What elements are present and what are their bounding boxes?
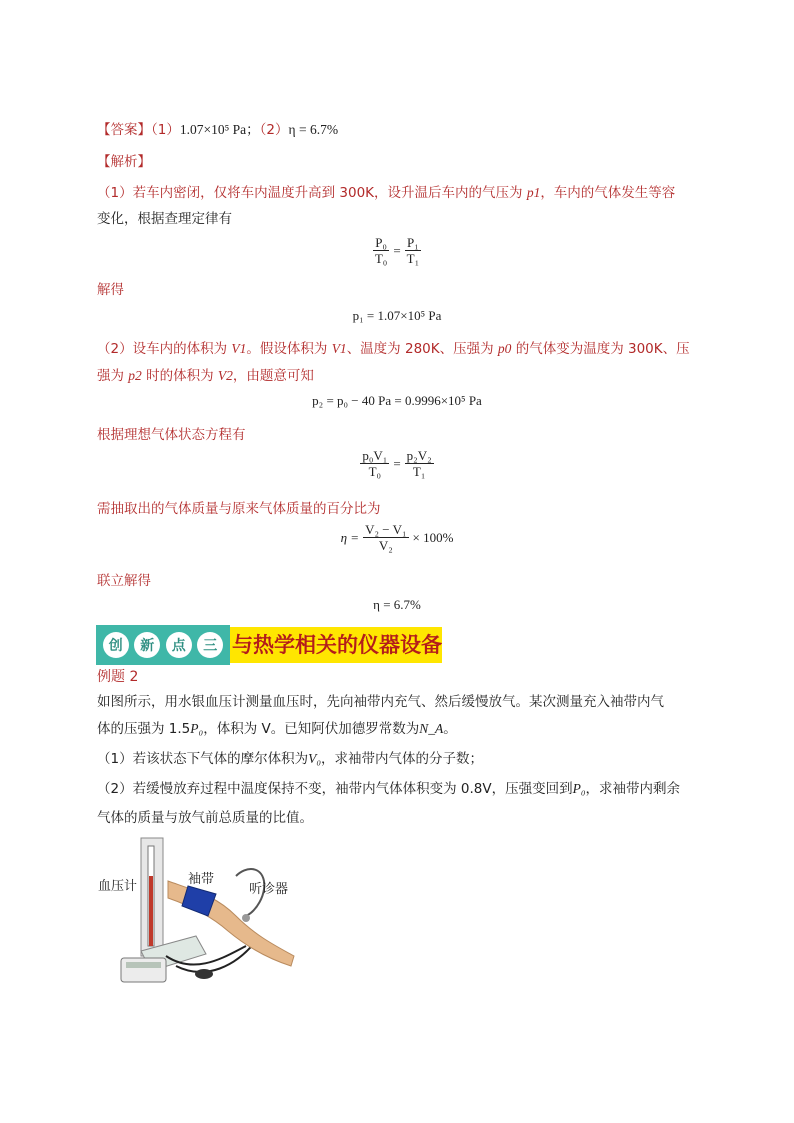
- equation-charles-law: $\frac{\text{P₀}}{\text{T₀}}$ = $\frac{\text{P₁}}{\text{T₁}}$: [374, 235, 420, 266]
- answer-tag: 【答案】: [97, 122, 151, 138]
- banner-icons: [96, 625, 230, 665]
- answer-part2-value: η = 6.7%: [288, 122, 339, 137]
- label-stethoscope: 听诊器: [249, 882, 289, 897]
- example-line2: 体的压强为 1.5P₀，体积为 V。已知阿伏加德罗常数为N_A。: [97, 721, 457, 737]
- analysis-p2-line1: （2）设车内的体积为 V1。假设体积为 V1、温度为 280K、压强为 p0 的气体变为温度为 300K、压: [97, 341, 690, 357]
- blood-pressure-figure: [96, 836, 306, 986]
- label-cuff: 袖带: [188, 872, 215, 887]
- ratio-label: 需抽取出的气体质量与原来气体质量的百分比为: [97, 501, 381, 517]
- equation-ideal-gas: $\frac{\text{p₀V₁}}{\text{T₀}}$ = $\frac{\text{p₂V₂}}{\text{T₁}}$: [362, 448, 432, 479]
- banner-title: 与热学相关的仪器设备: [230, 627, 442, 663]
- banner-icon-3: 点: [166, 632, 192, 658]
- solve-label-2: 联立解得: [97, 573, 151, 589]
- ideal-gas-label: 根据理想气体状态方程有: [97, 427, 246, 443]
- label-gauge: 血压计: [98, 879, 138, 894]
- solve-label-1: 解得: [97, 282, 124, 298]
- answer-line: [97, 118, 338, 138]
- analysis-p1-line2: 变化，根据查理定律有: [97, 211, 232, 227]
- blood-pressure-illustration: [96, 836, 306, 986]
- question-2-line2: 气体的质量与放气前总质量的比值。: [97, 810, 313, 826]
- equation-ratio: η = $\frac{\text{V₂ − V₁}}{\text{V₂}}$ × 100%: [340, 522, 454, 553]
- question-2-line1: （2）若缓慢放弃过程中温度保持不变，袖带内气体体积变为 0.8V，压强变回到P₀，求袖带内剩余: [97, 781, 681, 797]
- example-label: 例题 2: [97, 669, 139, 685]
- question-1: （1）若该状态下气体的摩尔体积为V₀，求袖带内气体的分子数；: [97, 751, 484, 767]
- banner-icon-1: 创: [103, 632, 129, 658]
- answer-part1-label: （1）: [151, 122, 180, 138]
- answer-part1-value: 1.07×10⁵ Pa；: [179, 122, 260, 137]
- analysis-p2-line2: 强为 p2 时的体积为 V2，由题意可知: [97, 368, 314, 384]
- answer-part2-label: （2）: [259, 122, 289, 138]
- equation-p2: p₂ = p₀ − 40 Pa = 0.9996×10⁵ Pa: [312, 393, 482, 408]
- equation-p1-result: p₁ = 1.07×10⁵ Pa: [352, 308, 442, 323]
- banner-icon-2: 新: [134, 632, 160, 658]
- analysis-tag: 【解析】: [97, 154, 151, 170]
- analysis-p1-line1: （1）若车内密闭，仅将车内温度升高到 300K，设升温后车内的气压为 p1，车内的气体发生等容: [97, 185, 676, 201]
- banner-icon-4: 三: [197, 632, 223, 658]
- equation-eta-result: η = 6.7%: [373, 597, 421, 612]
- example-line1: 如图所示，用水银血压计测量血压时，先向袖带内充气、然后缓慢放气。某次测量充入袖带内气: [97, 694, 664, 710]
